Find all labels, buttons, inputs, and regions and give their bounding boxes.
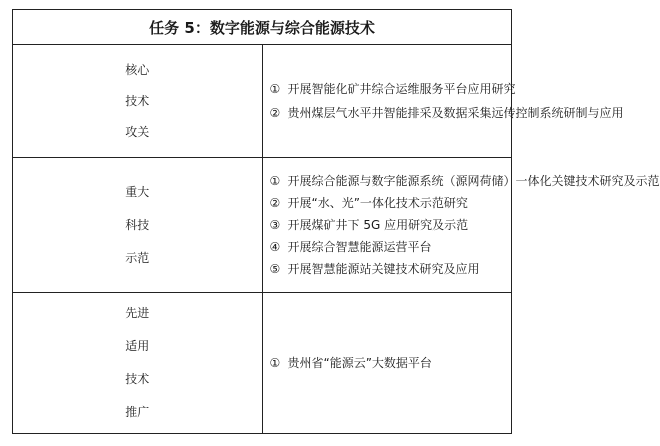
category-cell — [13, 293, 263, 434]
category-line: 技术 — [125, 372, 150, 386]
category-line: 技术 — [125, 93, 150, 108]
items-cell — [262, 45, 624, 158]
category-line: 示范 — [125, 250, 150, 265]
item-number: ② — [269, 106, 281, 120]
list-item — [269, 77, 516, 101]
items-cell — [262, 293, 512, 434]
category-line: 科技 — [125, 217, 150, 232]
item-text: 贵州煤层气水平井智能排采及数据采集远传控制系统研制与应用 — [287, 106, 624, 120]
category-line: 适用 — [125, 339, 150, 353]
category-cell — [13, 158, 263, 293]
item-number: ② — [269, 196, 281, 210]
item-text: 贵州省“能源云”大数据平台 — [287, 356, 432, 370]
list-item — [270, 236, 512, 258]
item-text: 开展综合能源与数字能源系统（源网荷储）一体化关键技术研究及示范 — [287, 174, 660, 188]
category-line: 重大 — [125, 184, 150, 199]
table-row-major-demo — [13, 158, 512, 293]
item-number: ③ — [269, 218, 281, 232]
item-number: ⑤ — [269, 262, 281, 276]
category-cell — [13, 45, 263, 158]
table-title: 任务 5：数字能源与综合能源技术 — [13, 10, 512, 45]
list-item — [270, 352, 512, 374]
title-row — [13, 10, 512, 45]
item-number: ① — [269, 174, 281, 188]
item-text: 开展煤矿井下 5G 应用研究及示范 — [287, 218, 469, 232]
item-text: 开展“水、光”一体化技术示范研究 — [287, 196, 468, 210]
table-row-tech-promotion — [13, 293, 512, 434]
list-item — [270, 192, 512, 214]
item-text: 开展智慧能源站关键技术研究及应用 — [287, 262, 480, 276]
items-cell — [262, 158, 660, 293]
item-text: 开展综合智慧能源运营平台 — [287, 240, 432, 254]
category-line: 先进 — [125, 306, 150, 320]
item-number: ① — [269, 82, 281, 96]
item-number: ④ — [269, 240, 281, 254]
list-item — [270, 214, 512, 236]
table-row-core-tech — [13, 45, 512, 158]
item-text: 开展智能化矿井综合运维服务平台应用研究 — [287, 82, 516, 96]
list-item — [270, 258, 512, 280]
list-item — [269, 101, 624, 125]
category-line: 推广 — [125, 405, 150, 419]
task-table — [12, 9, 660, 434]
list-item — [269, 170, 660, 192]
category-line: 核心 — [125, 62, 150, 77]
category-line: 攻关 — [125, 124, 150, 139]
item-number: ① — [269, 356, 281, 370]
